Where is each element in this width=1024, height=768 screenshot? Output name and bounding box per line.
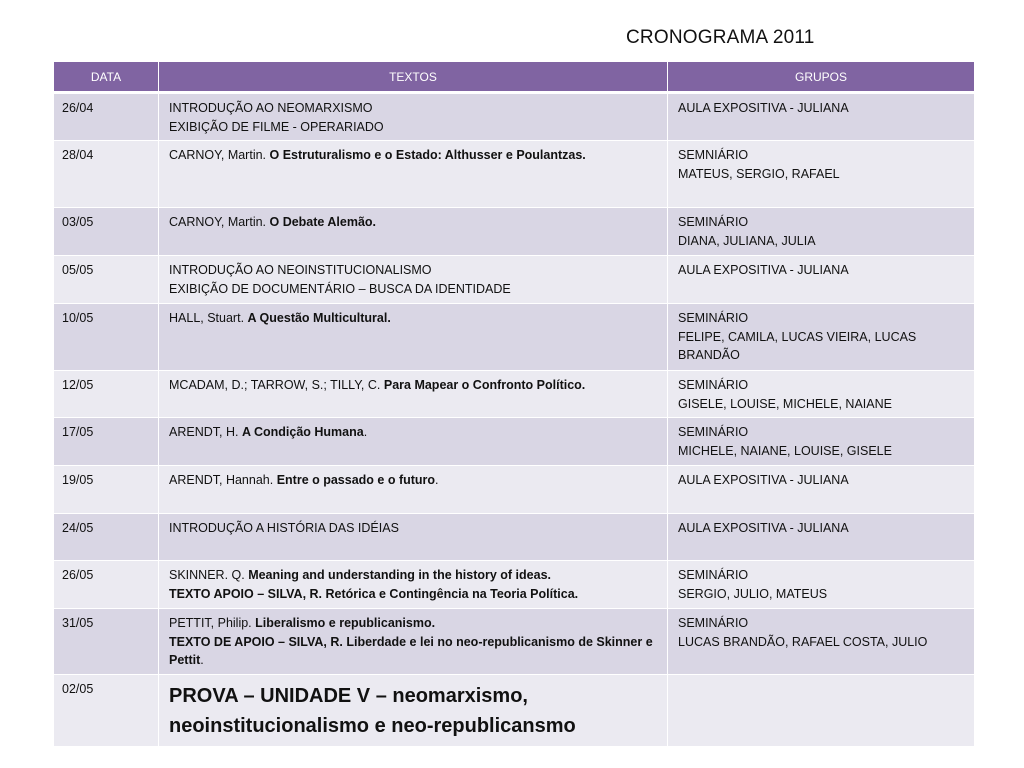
texts-cell (159, 93, 668, 141)
group-line: DIANA, JULIANA, JULIA (678, 233, 816, 248)
groups-cell (668, 304, 975, 371)
date-cell: 19/05 (54, 466, 159, 514)
texts-cell (159, 514, 668, 561)
groups-cell (668, 141, 975, 208)
groups-cell (668, 609, 975, 675)
table-row (54, 93, 975, 141)
column-header-grupos: GRUPOS (668, 62, 975, 93)
table-row (54, 561, 975, 609)
author-text: SKINNER. Q. (169, 568, 249, 582)
date-cell: 05/05 (54, 256, 159, 304)
group-line: GISELE, LOUISE, MICHELE, NAIANE (678, 396, 892, 411)
texts-cell (159, 561, 668, 609)
date-cell: 02/05 (54, 675, 159, 747)
group-line: AULA EXPOSITIVA - JULIANA (678, 263, 849, 277)
text-line: EXIBIÇÃO DE DOCUMENTÁRIO – BUSCA DA IDENTIDADE (169, 281, 511, 296)
author-text: MCADAM, D.; TARROW, S.; TILLY, C. (169, 378, 384, 392)
author-text: ARENDT, Hannah. (169, 473, 277, 487)
page-title: CRONOGRAMA 2011 (626, 27, 815, 48)
punctuation: . (435, 473, 439, 487)
groups-cell (668, 208, 975, 256)
date-cell: 26/05 (54, 561, 159, 609)
table-row (54, 208, 975, 256)
texts-cell (159, 208, 668, 256)
group-line: SEMINÁRIO (678, 425, 749, 439)
texts-cell (159, 466, 668, 514)
date-cell: 24/05 (54, 514, 159, 561)
groups-cell (668, 256, 975, 304)
table-row (54, 609, 975, 675)
group-line: SEMINÁRIO (678, 378, 749, 392)
author-text: CARNOY, Martin. (169, 148, 270, 162)
group-line: SEMINÁRIO (678, 215, 749, 229)
schedule-table (53, 61, 975, 747)
groups-cell (668, 371, 975, 418)
punctuation: . (200, 653, 204, 667)
work-title: Entre o passado e o futuro (276, 473, 436, 487)
date-cell: 28/04 (54, 141, 159, 208)
texts-cell (159, 304, 668, 371)
date-cell: 10/05 (54, 304, 159, 371)
table-row (54, 466, 975, 514)
date-cell: 12/05 (54, 371, 159, 418)
work-title: Liberalismo e republicanismo. (255, 616, 436, 630)
text-line: INTRODUÇÃO AO NEOMARXISMO (169, 101, 373, 115)
table-row (54, 371, 975, 418)
text-line (169, 376, 657, 395)
column-header-textos: TEXTOS (159, 62, 668, 93)
texts-cell (159, 371, 668, 418)
date-cell: 17/05 (54, 418, 159, 466)
group-line: MATEUS, SERGIO, RAFAEL (678, 166, 840, 181)
groups-cell (668, 675, 975, 747)
date-cell: 26/04 (54, 93, 159, 141)
group-line: MICHELE, NAIANE, LOUISE, GISELE (678, 443, 892, 458)
support-text: TEXTO DE APOIO – SILVA, R. Liberdade e lei no neo-republicanismo de Skinner e Pettit (169, 634, 653, 667)
column-header-data: DATA (54, 62, 159, 93)
support-text: TEXTO APOIO – SILVA, R. Retórica e Contingência na Teoria Política. (169, 586, 579, 601)
text-line (169, 309, 657, 328)
table-row (54, 304, 975, 371)
group-line: SERGIO, JULIO, MATEUS (678, 586, 828, 601)
author-text: CARNOY, Martin. (169, 215, 270, 229)
author-text: PETTIT, Philip. (169, 616, 256, 630)
date-cell: 31/05 (54, 609, 159, 675)
groups-cell (668, 466, 975, 514)
table-row (54, 514, 975, 561)
texts-cell (159, 609, 668, 675)
groups-cell (668, 561, 975, 609)
groups-cell (668, 514, 975, 561)
table-row (54, 675, 975, 747)
work-title: O Debate Alemão. (269, 215, 377, 229)
work-title: A Condição Humana (241, 425, 364, 439)
table-row (54, 141, 975, 208)
work-title: Meaning and understanding in the history of ideas. (248, 568, 551, 582)
text-line: INTRODUÇÃO AO NEOINSTITUCIONALISMO (169, 263, 432, 277)
texts-cell (159, 418, 668, 466)
group-line: SEMINÁRIO (678, 568, 749, 582)
date-cell: 03/05 (54, 208, 159, 256)
text-line (169, 213, 657, 232)
punctuation: . (363, 425, 368, 439)
text-line (169, 146, 657, 165)
work-title: O Estruturalismo e o Estado: Althusser e Poulantzas. (269, 148, 586, 162)
text-line (169, 614, 657, 633)
group-line: SEMNIÁRIO (678, 148, 749, 162)
text-line (169, 566, 657, 585)
groups-cell (668, 93, 975, 141)
texts-cell (159, 141, 668, 208)
group-line: AULA EXPOSITIVA - JULIANA (678, 101, 849, 115)
group-line: SEMINÁRIO (678, 311, 749, 325)
group-line: AULA EXPOSITIVA - JULIANA (678, 521, 849, 535)
groups-cell (668, 418, 975, 466)
text-line (169, 471, 657, 490)
work-title: Para Mapear o Confronto Político. (383, 378, 586, 392)
table-row (54, 256, 975, 304)
author-text: ARENDT, H. (169, 425, 242, 439)
group-line: AULA EXPOSITIVA - JULIANA (678, 473, 849, 487)
table-header-row (54, 62, 975, 93)
text-line: INTRODUÇÃO A HISTÓRIA DAS IDÉIAS (169, 521, 399, 535)
exam-text: PROVA – UNIDADE V – neomarxismo, neoinstitucionalismo e neo-republicansmo (169, 685, 576, 737)
text-line: EXIBIÇÃO DE FILME - OPERARIADO (169, 119, 384, 134)
work-title: A Questão Multicultural. (247, 311, 391, 325)
group-line: LUCAS BRANDÃO, RAFAEL COSTA, JULIO (678, 634, 928, 649)
support-text-line (169, 633, 657, 670)
author-text: HALL, Stuart. (169, 311, 248, 325)
group-line: SEMINÁRIO (678, 616, 749, 630)
texts-cell (159, 256, 668, 304)
text-line (169, 423, 657, 442)
group-line: FELIPE, CAMILA, LUCAS VIEIRA, LUCAS BRANDÃO (678, 329, 917, 362)
table-row (54, 418, 975, 466)
texts-cell (159, 675, 668, 747)
